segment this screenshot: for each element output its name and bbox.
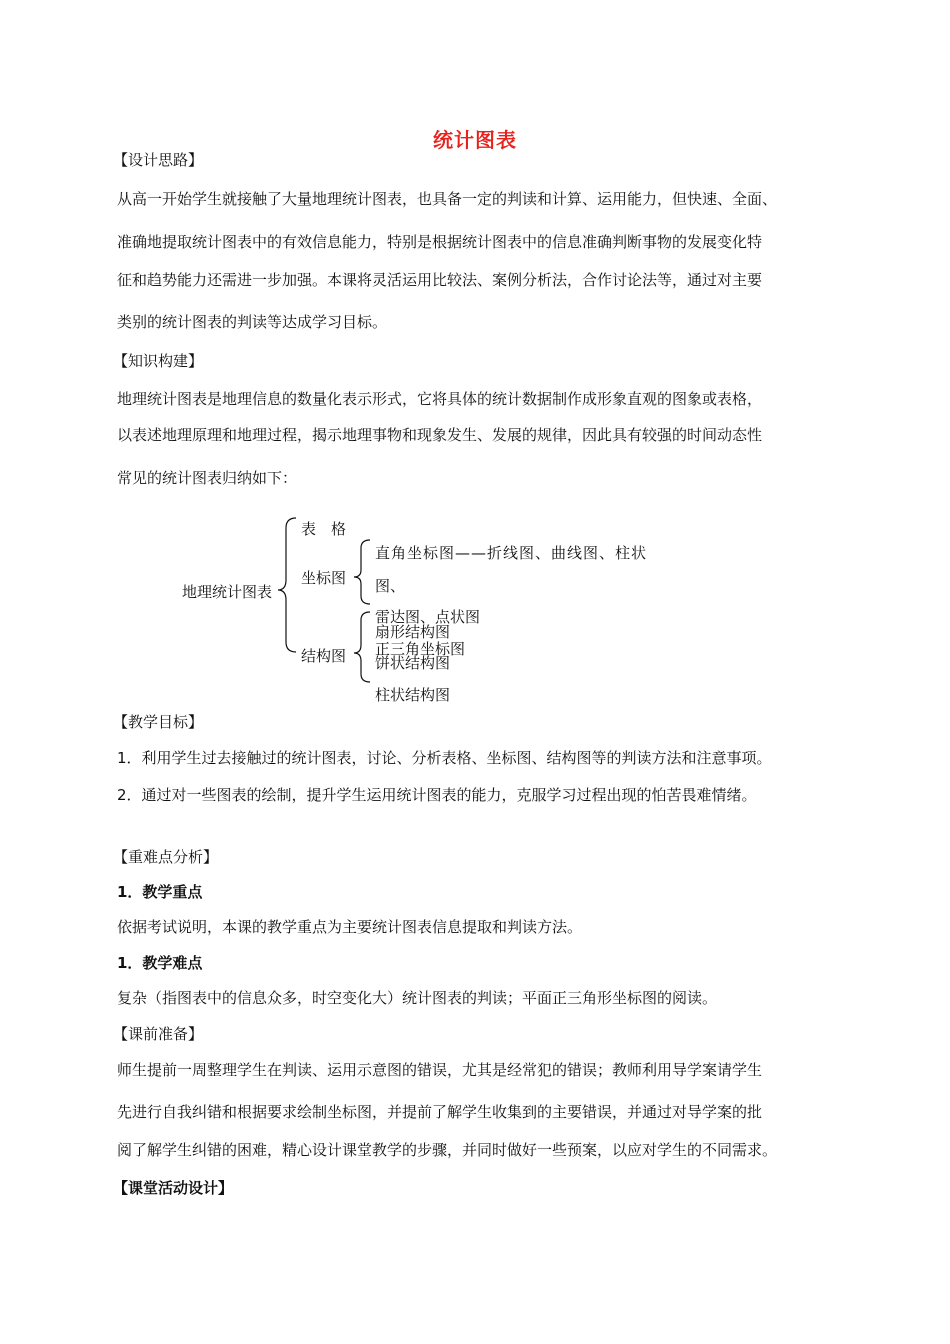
tree-struct-item-3: 正三角坐标图 <box>375 640 466 658</box>
focus-text: 依据考试说明，本课的教学重点为主要统计图表信息提取和判读方法。 <box>117 918 583 936</box>
prep-heading: 【课前准备】 <box>113 1025 204 1043</box>
knowledge-line-2: 以表述地理原理和地理过程，揭示地理事物和现象发生、发展的规律，因此具有较强的时间动态性 <box>117 426 763 444</box>
design-heading: 【设计思路】 <box>113 151 204 169</box>
tree-table: 表 格 <box>301 520 347 538</box>
prep-line-3: 阅了解学生纠错的困难，精心设计课堂教学的步骤，并同时做好一些预案，以应对学生的不同需求。 <box>117 1141 778 1159</box>
struct-brace <box>354 612 370 682</box>
prep-line-1: 师生提前一周整理学生在判读、运用示意图的错误，尤其是经常犯的错误；教师利用导学案请学生 <box>117 1061 763 1079</box>
tree-coord-item-1: 直角坐标图——折线图、曲线图、柱状 <box>375 544 648 562</box>
design-line-1: 从高一开始学生就接触了大量地理统计图表，也具备一定的判读和计算、运用能力，但快速、全面、 <box>117 190 778 208</box>
knowledge-heading: 【知识构建】 <box>113 352 204 370</box>
coord-brace <box>354 540 370 604</box>
tree-struct-item-2: 扇形结构图 <box>375 623 451 641</box>
difficulty-title: 1．教学难点 <box>117 954 203 972</box>
goal-item-1: 1．利用学生过去接触过的统计图表，讨论、分析表格、坐标图、结构图等的判读方法和注意事项。 <box>117 749 772 767</box>
knowledge-line-1: 地理统计图表是地理信息的数量化表示形式，它将具体的统计数据制作成形象直观的图象或表格， <box>117 390 763 408</box>
design-line-3: 征和趋势能力还需进一步加强。本课将灵活运用比较法、案例分析法，合作讨论法等，通过对主要 <box>117 271 763 289</box>
difficulty-text: 复杂（指图表中的信息众多，时空变化大）统计图表的判读；平面正三角形坐标图的阅读。 <box>117 989 718 1007</box>
tree-coord: 坐标图 <box>301 569 347 587</box>
tree-struct: 结构图 <box>301 647 347 665</box>
tree-struct-item-4: 饼状结构图 <box>375 654 451 672</box>
tree-coord-item-2: 图、 <box>375 577 406 595</box>
page-title: 统计图表 <box>433 128 517 152</box>
activity-heading: 【课堂活动设计】 <box>113 1179 234 1197</box>
prep-line-2: 先进行自我纠错和根据要求绘制坐标图，并提前了解学生收集到的主要错误，并通过对导学案的批 <box>117 1103 763 1121</box>
knowledge-line-3: 常见的统计图表归纳如下： <box>117 469 298 487</box>
tree-struct-item-5: 柱状结构图 <box>375 686 451 704</box>
tree-root: 地理统计图表 <box>182 583 273 601</box>
goal-item-2: 2．通过对一些图表的绘制，提升学生运用统计图表的能力，克服学习过程出现的怕苦畏难情绪。 <box>117 786 757 804</box>
tree-struct-item-1: 雷达图、点状图 <box>375 608 481 626</box>
goals-heading: 【教学目标】 <box>113 713 204 731</box>
design-line-2: 准确地提取统计图表中的有效信息能力，特别是根据统计图表中的信息准确判断事物的发展变化特 <box>117 233 763 251</box>
design-line-4: 类别的统计图表的判读等达成学习目标。 <box>117 313 388 331</box>
focus-title: 1．教学重点 <box>117 883 203 901</box>
key-heading: 【重难点分析】 <box>113 848 219 866</box>
root-brace <box>278 518 296 652</box>
